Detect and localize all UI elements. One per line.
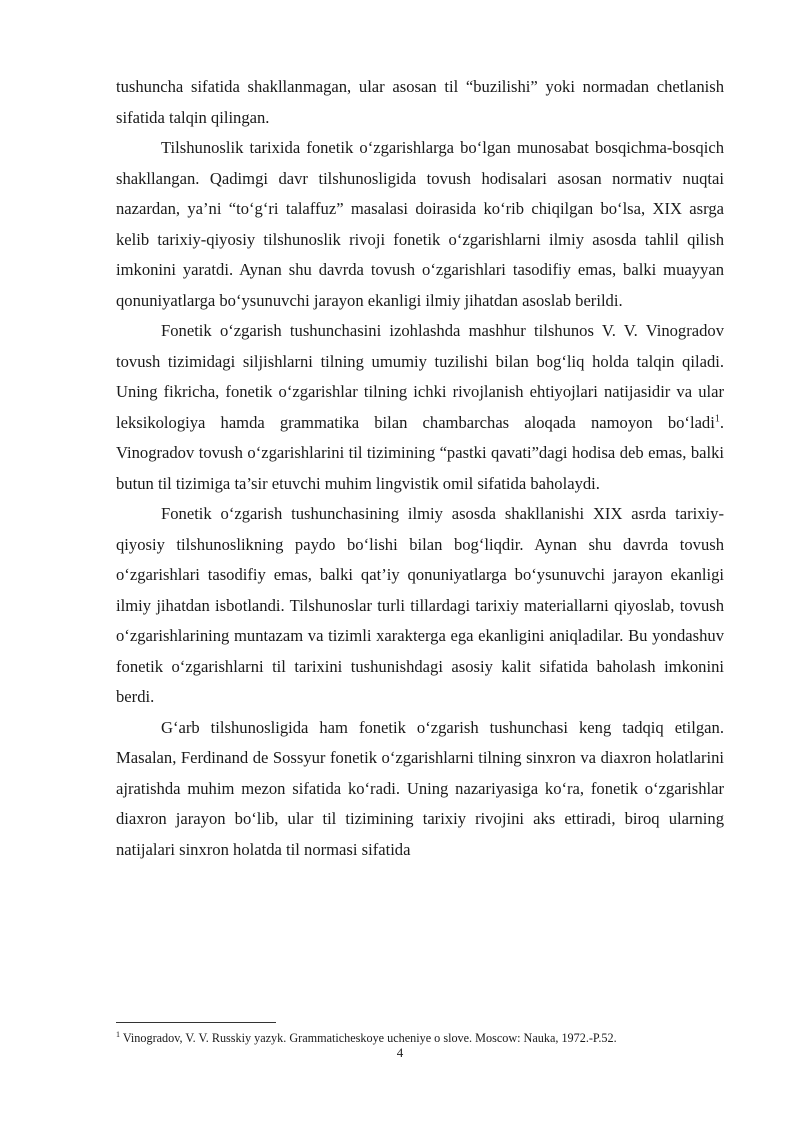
page-body [116, 72, 724, 865]
paragraph-vinogradov [116, 316, 724, 499]
paragraph-vinogradov-text-after: . Vinogradov tovush o‘zgarishlarini til tizimining “pastki qavati”dagi hodisa deb emas, balki butun til tizimiga ta’sir etuvchi muhim lingvistik omil sifatida baholaydi. [116, 412, 724, 493]
footnote [116, 1030, 724, 1046]
paragraph-history: Tilshunoslik tarixida fonetik o‘zgarishlarga bo‘lgan munosabat bosqichma-bosqich shakllangan. Qadimgi davr tilshunosligida tovush hodisalari asosan normativ nuqtai nazardan, ya’ni “to‘g‘ri talaffuz” masalasi doirasida ko‘rib chiqilgan bo‘lsa, XIX asrga kelib tarixiy-qiyosiy tilshunoslik rivoji fonetik o‘zgarishlarni ilmiy asosda tahlil qilish imkonini yaratdi. Aynan shu davrda tovush o‘zgarishlari tasodifiy emas, balki muayyan qonuniyatlarga bo‘ysunuvchi jarayon ekanligi ilmiy jihatdan asoslab berildi. [116, 138, 724, 310]
footnote-divider [116, 1022, 276, 1023]
footnote-marker: 1 [116, 1029, 120, 1039]
paragraph-vinogradov-text-before: Fonetik o‘zgarish tushunchasini izohlashda mashhur tilshunos V. V. Vinogradov tovush tizimidagi siljishlarni tilning umumiy tuzilishi bilan bog‘liq holda talqin qiladi. Uning fikricha, fonetik o‘zgarishlar tilning ichki rivojlanish ehtiyojlari natijasidir va ular leksikologiya hamda grammatika bilan chambarchas aloqada namoyon bo‘ladi [116, 321, 724, 432]
page-number: 4 [396, 1045, 404, 1060]
footnote-reference[interactable]: 1 [714, 412, 720, 424]
paragraph-comparative: Fonetik o‘zgarish tushunchasining ilmiy asosda shakllanishi XIX asrda tarixiy-qiyosiy tilshunoslikning paydo bo‘lishi bilan bog‘liqdir. Aynan shu davrda tovush o‘zgarishlari tasodifiy emas, balki qat’iy qonuniyatlarga bo‘ysunuvchi jarayon ekanligi ilmiy jihatdan isbotlandi. Tilshunoslar turli tillardagi tarixiy materiallarni qiyoslab, tovush o‘zgarishlarining muntazam va tizimli xarakterga ega ekanligini aniqladilar. Bu yondashuv fonetik o‘zgarishlarni til tarixini tushunishdagi asosiy kalit sifatida baholash imkonini berdi. [116, 504, 724, 706]
paragraph-continuation: tushuncha sifatida shakllanmagan, ular asosan til “buzilishi” yoki normadan chetlanish sifatida talqin qilingan. [116, 77, 724, 127]
paragraph-western: G‘arb tilshunosligida ham fonetik o‘zgarish tushunchasi keng tadqiq etilgan. Masalan, Ferdinand de Sossyur fonetik o‘zgarishlarni tilning sinxron va diaxron holatlarini ajratishda muhim mezon sifatida ko‘radi. Uning nazariyasiga ko‘ra, fonetik o‘zgarishlar diaxron jarayon bo‘lib, ular til tizimining tarixiy rivojini aks ettiradi, biroq ularning natijalari sinxron holatda til normasi sifatida [116, 717, 724, 859]
footnote-text: Vinogradov, V. V. Russkiy yazyk. Grammaticheskoye ucheniye o slove. Moscow: Nauka, 1972.-P.52. [120, 1031, 617, 1045]
